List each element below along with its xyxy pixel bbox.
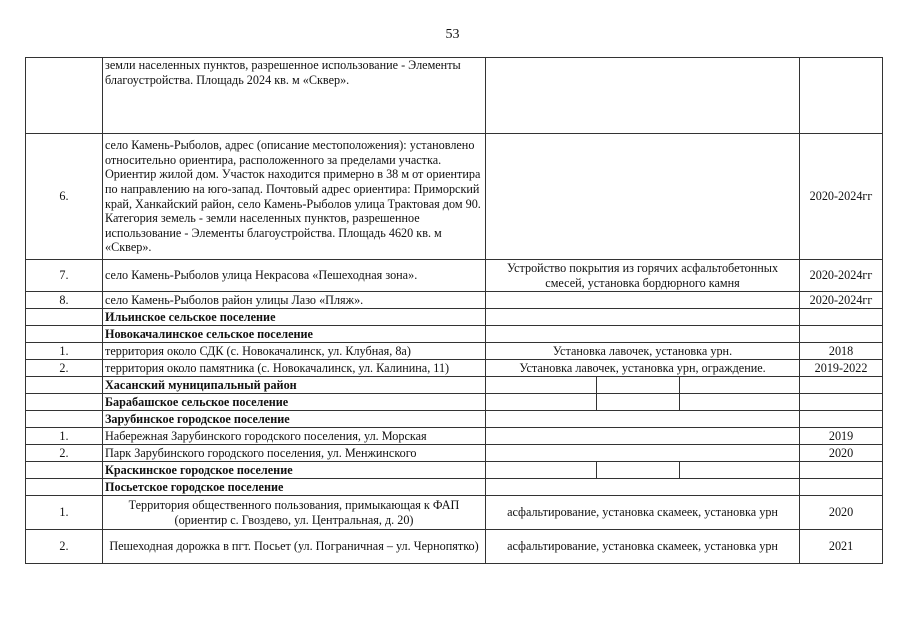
row-number <box>26 377 103 394</box>
period-cell <box>800 58 883 134</box>
location-cell: земли населенных пунктов, разрешенное использование - Элементы благоустройства. Площадь 2024 кв. м «Сквер». <box>103 58 486 134</box>
empty-cell <box>486 326 800 343</box>
empty-cell <box>486 394 597 411</box>
section-row <box>26 377 883 394</box>
section-row <box>26 326 883 343</box>
empty-cell <box>800 309 883 326</box>
table-row <box>26 445 883 462</box>
work-cell <box>486 445 800 462</box>
location-cell: Набережная Зарубинского городского поселения, ул. Морская <box>103 428 486 445</box>
table-row <box>26 134 883 260</box>
empty-cell <box>680 394 800 411</box>
location-cell: территория около СДК (с. Новокачалинск, ул. Клубная, 8а) <box>103 343 486 360</box>
row-number: 6. <box>26 134 103 260</box>
row-number <box>26 462 103 479</box>
row-number <box>26 411 103 428</box>
section-row <box>26 462 883 479</box>
row-number: 1. <box>26 343 103 360</box>
improvement-objects-table <box>25 57 883 564</box>
period-cell: 2021 <box>800 530 883 564</box>
section-heading: Посьетское городское поселение <box>103 479 486 496</box>
work-cell <box>486 134 800 260</box>
empty-cell <box>680 462 800 479</box>
row-number <box>26 326 103 343</box>
empty-cell <box>800 394 883 411</box>
section-heading: Хасанский муниципальный район <box>103 377 486 394</box>
row-number <box>26 309 103 326</box>
work-cell: асфальтирование, установка скамеек, установка урн <box>486 496 800 530</box>
period-cell: 2020-2024гг <box>800 260 883 292</box>
section-row <box>26 394 883 411</box>
work-cell: асфальтирование, установка скамеек, установка урн <box>486 530 800 564</box>
table-row <box>26 360 883 377</box>
period-cell: 2020 <box>800 445 883 462</box>
work-cell: Устройство покрытия из горячих асфальтобетонных смесей, установка бордюрного камня <box>486 260 800 292</box>
empty-cell <box>680 377 800 394</box>
empty-cell <box>486 309 800 326</box>
location-cell: Территория общественного пользования, примыкающая к ФАП (ориентир с. Гвоздево, ул. Центральная, д. 20) <box>103 496 486 530</box>
row-number <box>26 394 103 411</box>
empty-cell <box>800 411 883 428</box>
empty-cell <box>486 377 597 394</box>
row-number: 2. <box>26 530 103 564</box>
row-number: 1. <box>26 428 103 445</box>
empty-cell <box>800 326 883 343</box>
period-cell: 2020-2024гг <box>800 134 883 260</box>
period-cell: 2019-2022 <box>800 360 883 377</box>
empty-cell <box>597 462 680 479</box>
row-number <box>26 479 103 496</box>
work-cell: Установка лавочек, установка урн, ограждение. <box>486 360 800 377</box>
period-cell: 2020 <box>800 496 883 530</box>
empty-cell <box>597 377 680 394</box>
work-cell: Установка лавочек, установка урн. <box>486 343 800 360</box>
work-cell <box>486 58 800 134</box>
empty-cell <box>800 377 883 394</box>
page-number: 53 <box>445 27 460 42</box>
section-row <box>26 479 883 496</box>
section-heading: Барабашское сельское поселение <box>103 394 486 411</box>
table-row <box>26 292 883 309</box>
empty-cell <box>486 479 800 496</box>
period-cell: 2018 <box>800 343 883 360</box>
row-number <box>26 58 103 134</box>
section-heading: Зарубинское городское поселение <box>103 411 486 428</box>
period-cell: 2020-2024гг <box>800 292 883 309</box>
section-row <box>26 411 883 428</box>
period-cell: 2019 <box>800 428 883 445</box>
empty-cell <box>800 462 883 479</box>
row-number: 1. <box>26 496 103 530</box>
location-cell: село Камень-Рыболов улица Некрасова «Пешеходная зона». <box>103 260 486 292</box>
empty-cell <box>486 411 800 428</box>
location-cell: Пешеходная дорожка в пгт. Посьет (ул. Пограничная – ул. Чернопятко) <box>103 530 486 564</box>
table-row <box>26 58 883 134</box>
table-row <box>26 496 883 530</box>
table-row <box>26 343 883 360</box>
row-number: 7. <box>26 260 103 292</box>
location-cell: территория около памятника (с. Новокачалинск, ул. Калинина, 11) <box>103 360 486 377</box>
table-row <box>26 428 883 445</box>
location-cell: село Камень-Рыболов район улицы Лазо «Пляж». <box>103 292 486 309</box>
empty-cell <box>486 462 597 479</box>
row-number: 8. <box>26 292 103 309</box>
table-row <box>26 530 883 564</box>
row-number: 2. <box>26 360 103 377</box>
location-cell: село Камень-Рыболов, адрес (описание местоположения): установлено относительно ориентира, расположенного за пределами участка. Ориентир жилой дом. Участок находится примерно в 38 м от ориентира по направлению на юго-запад. Почтовый адрес ориентира: Приморский край, Ханкайский район, село Камень-Рыболов улица Трактовая дом 90. Категория земель - земли населенных пунктов, разрешенное использование - Элементы благоустройства. Площадь 4620 кв. м «Сквер». <box>103 134 486 260</box>
empty-cell <box>597 394 680 411</box>
section-heading: Новокачалинское сельское поселение <box>103 326 486 343</box>
work-cell <box>486 428 800 445</box>
row-number: 2. <box>26 445 103 462</box>
section-heading: Краскинское городское поселение <box>103 462 486 479</box>
empty-cell <box>800 479 883 496</box>
table-row <box>26 260 883 292</box>
location-cell: Парк Зарубинского городского поселения, ул. Менжинского <box>103 445 486 462</box>
work-cell <box>486 292 800 309</box>
section-heading: Ильинское сельское поселение <box>103 309 486 326</box>
section-row <box>26 309 883 326</box>
